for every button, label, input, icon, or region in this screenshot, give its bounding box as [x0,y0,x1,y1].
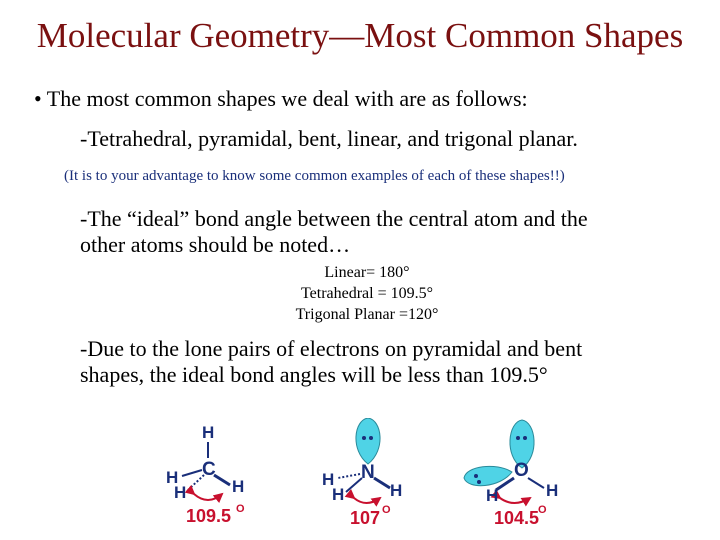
ideal-angle-line-2: other atoms should be noted… [80,232,351,257]
ammonia-h-right: H [390,481,403,500]
advantage-note: (It is to your advantage to know some common examples of each of these shapes!!) [64,168,565,184]
water-h-left: H [486,486,499,505]
methane-degree: O [236,503,245,515]
methane-h-top: H [202,423,215,442]
water-h-right: H [546,481,559,500]
intro-bullet: • The most common shapes we deal with are as follows: [34,86,528,111]
bond-angle-list [252,262,482,325]
ammonia-diagram [322,418,402,528]
ammonia-electron [362,436,366,440]
ideal-angle-line-1: -The “ideal” bond angle between the central atom and the [80,206,588,231]
trigonal-planar-angle: Trigonal Planar =120° [295,306,439,323]
ammonia-h-front: H [332,485,345,504]
water-electron [474,474,478,478]
water-degree: O [538,504,547,516]
water-electron [523,436,527,440]
water-angle-arc [500,498,530,503]
ammonia-h-left: H [322,470,335,489]
water-angle-label: 104.5 [494,508,540,528]
ammonia-angle-label: 107 [350,508,381,528]
ammonia-degree: O [382,504,391,516]
ammonia-bond-back [346,478,362,492]
water-diagram [464,420,558,528]
methane-h-front: H [174,483,187,502]
methane-h-left: H [166,468,179,487]
methane-diagram [166,423,245,526]
methane-bond-right [214,475,230,485]
ammonia-bond-right [374,478,390,488]
slide-title: Molecular Geometry—Most Common Shapes [36,16,684,55]
water-bond-right [528,478,544,488]
shapes-list: -Tetrahedral, pyramidal, bent, linear, and trigonal planar. [80,126,578,151]
bond-angle-diagrams [150,418,590,530]
methane-h-right: H [232,477,245,496]
methane-angle-arc [194,494,222,500]
tetrahedral-angle: Tetrahedral = 109.5° [300,285,434,302]
ammonia-lone-pair-lobe [356,418,380,464]
lone-pair-line-1: -Due to the lone pairs of electrons on pyramidal and bent [80,336,583,361]
water-electron [516,436,520,440]
water-electron [477,480,481,484]
ammonia-electron [369,436,373,440]
methane-bond-left [182,470,202,476]
ammonia-n: N [361,462,375,483]
ammonia-bond-left [338,474,360,478]
ammonia-angle-arc [354,498,380,503]
water-o: O [514,460,529,481]
linear-angle: Linear= 180° [324,264,410,281]
lone-pair-line-2: shapes, the ideal bond angles will be less than 109.5° [80,362,548,387]
methane-c: C [202,459,216,480]
methane-angle-label: 109.5 [186,506,232,526]
